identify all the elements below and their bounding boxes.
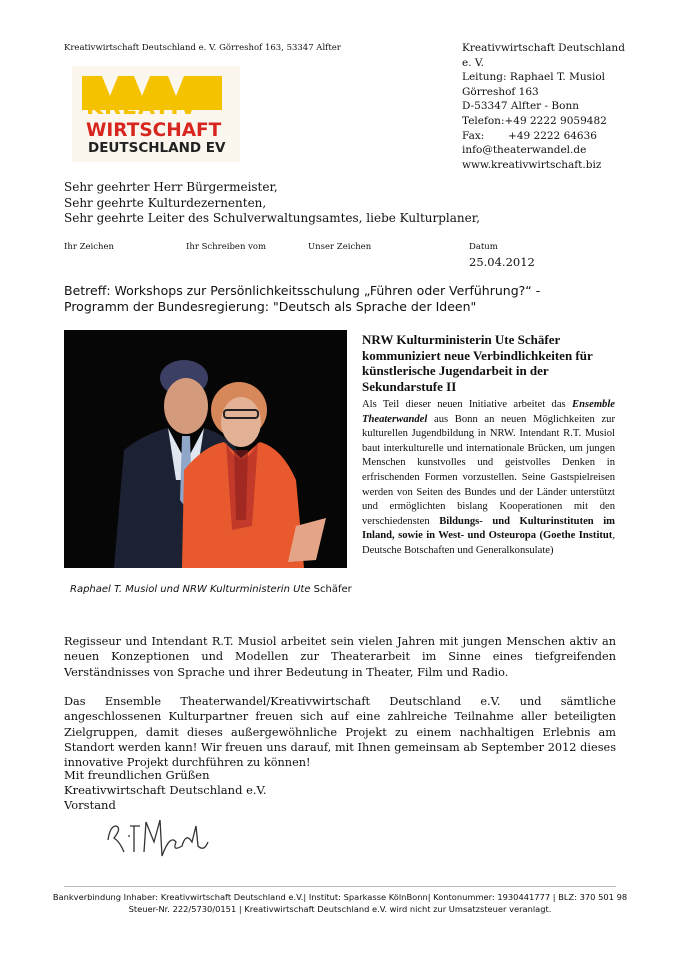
org-name-line2: e. V. (462, 56, 484, 69)
photo-musiol-schaefer (64, 330, 347, 568)
date-value: 25.04.2012 (469, 255, 535, 269)
street: Görreshof 163 (462, 85, 539, 98)
address-block (462, 41, 662, 172)
paragraph-1: Regisseur und Intendant R.T. Musiol arbeitet sein vielen Jahren mit jungen Menschen aktiv an neuen Konzeptionen und Modellen zur Theaterarbeit im Sinne eines tiefgreifenden Verständnisses von Sprache und ihrer Bedeutung in Theater, Film und Radio. (64, 635, 616, 679)
photo-caption: Raphael T. Musiol und NRW Kulturministerin Ute Schäfer (70, 584, 352, 595)
article-body: Als Teil dieser neuen Initiative arbeitet das Ensemble Theaterwandel aus Bonn an neuen Möglichkeiten zur kulturellen Jugendbildung in NRW. Intendant R.T. Musiol baut interkulturelle und internationale Brücken, um jungen Menschen kunstvolles und geistvolles Denken in erfrischenden Formen vorzustellen. Seine Gastspielreisen werden von Seiten des Bundes und der Länder unterstützt und ermöglichten bislang Kooperationen mit den verschiedensten Bildungs- und Kulturinstituten im Inland, sowie in West- und Osteuropa (Goethe Institut, Deutsche Botschaften und Generalkonsulate) (362, 399, 615, 556)
article-title: NRW Kulturministerin Ute Schäfer kommuniziert neue Verbindlichkeiten für künstlerische Jugendarbeit in der Sekundarstufe II (362, 332, 593, 394)
web-link[interactable]: www.kreativwirtschaft.biz (462, 158, 602, 171)
subject: Betreff: Workshops zur Persönlichkeitsschulung „Führen oder Verführung?“ - Programm der Bundesregierung: "Deutsch als Sprache der Ideen" (64, 283, 541, 314)
org-name-line1: Kreativwirtschaft Deutschland (462, 42, 625, 54)
email-link[interactable]: info@theaterwandel.de (462, 144, 587, 157)
sender-line: Kreativwirtschaft Deutschland e. V. Görreshof 163, 53347 Alfter (64, 43, 341, 53)
phone: Telefon:+49 2222 9059482 (462, 114, 607, 127)
footer-divider (64, 886, 616, 887)
kreativwirtschaft-logo (72, 66, 240, 162)
svg-text:WIRTSCHAFT: WIRTSCHAFT (86, 120, 222, 141)
svg-text:KREATIV: KREATIV (86, 95, 198, 120)
ref-datum-label: Datum (469, 242, 498, 252)
ref-unser-zeichen: Unser Zeichen (308, 242, 372, 252)
closing: Mit freundlichen Grüßen Kreativwirtschaft Deutschland e.V. Vorstand (64, 768, 267, 812)
signature (100, 812, 210, 868)
fax: Fax: +49 2222 64636 (462, 129, 597, 142)
ref-ihr-zeichen: Ihr Zeichen (64, 242, 114, 252)
salutation: Sehr geehrter Herr Bürgermeister, Sehr geehrte Kulturdezernenten, Sehr geehrte Leiter des Schulverwaltungsamtes, liebe Kulturplaner, (64, 180, 480, 225)
svg-text:DEUTSCHLAND EV: DEUTSCHLAND EV (88, 140, 226, 156)
ref-ihr-schreiben: Ihr Schreiben vom (186, 242, 267, 252)
city: D-53347 Alfter - Bonn (462, 100, 579, 113)
paragraph-2: Das Ensemble Theaterwandel/Kreativwirtschaft Deutschland e.V. und sämtliche angeschlossenen Kulturpartner freuen sich auf eine zahlreiche Teilnahme aller beteiligten Zielgruppen, damit dieses außergewöhnliche Projekt zu einem nachhaltigen Erlebnis am Standort werden kann! Wir freuen uns darauf, mit Ihnen gemeinsam ab September 2012 dieses innovative Projekt durchführen zu können! (64, 695, 616, 770)
leitung: Leitung: Raphael T. Musiol (462, 71, 606, 84)
footer: Bankverbindung Inhaber: Kreativwirtschaft Deutschland e.V.| Institut: Sparkasse KölnBonn| Kontonummer: 1930441777 | BLZ: 370 501 98 Steuer-Nr. 222/5730/0151 | Kreativwirtschaft Deutschland e.V. wird nicht zur Umsatzsteuer veranlagt. (52, 892, 628, 914)
